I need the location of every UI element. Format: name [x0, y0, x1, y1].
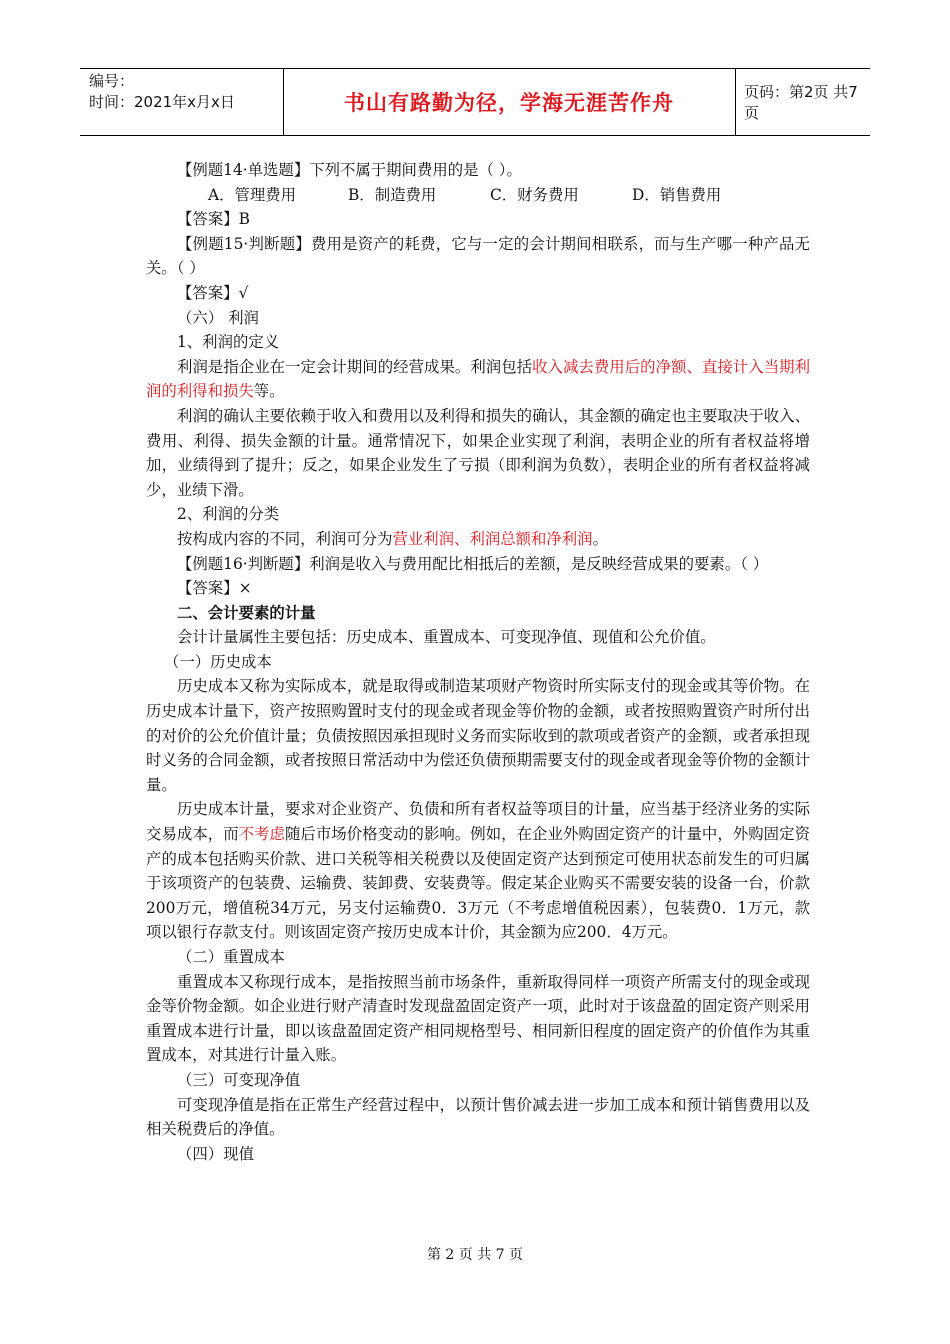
footer-page-number: 第 2 页 共 7 页: [426, 1247, 524, 1263]
text-run: 按构成内容的不同，利润可分为: [177, 529, 393, 548]
replacement-cost-text: 重置成本又称现行成本，是指按照当前市场条件，重新取得同样一项资产所需支付的现金或现金等价物金额。如企业进行财产清查时发现盘盈固定资产一项，此时对于该盘盈的固定资产则采用重置成本进行计量，即以该盘盈固定资产相同规格型号、相同新旧程度的固定资产的价值作为其重置成本，对其进行计量入账。: [146, 972, 810, 1065]
document-body: [146, 158, 810, 1166]
profit-confirm-text: 利润的确认主要依赖于收入和费用以及利得和损失的确认，其金额的确定也主要取决于收入、费用、利得、损失金额的计量。通常情况下，如果企业实现了利润，表明企业的所有者权益将增加，业绩得到了提升；反之，如果企业发生了亏损（即利润为负数），表明企业的所有者权益将减少，业绩下滑。: [146, 406, 810, 499]
page-footer: [0, 1244, 950, 1264]
present-value-title: （四）现值: [177, 1144, 254, 1163]
profit-definition-title: 1、利润的定义: [177, 333, 280, 352]
question-16: 【例题16·判断题】利润是收入与费用配比相抵后的差额，是反映经营成果的要素。（ ）: [177, 554, 769, 573]
replacement-cost-title: （二）重置成本: [177, 948, 285, 966]
header-page-label: 页码：第2页 共7页: [744, 83, 858, 122]
net-realizable-text: 可变现净值是指在正常生产经营过程中，以预计售价减去进一步加工成本和预计销售费用以及相关税费后的净值。: [146, 1095, 810, 1139]
profit-class-title: 2、利润的分类: [177, 505, 280, 524]
text-run: 利润是指企业在一定会计期间的经营成果。利润包括: [177, 357, 533, 376]
header-date-label: 时间：2021年x月x日: [89, 93, 235, 111]
header-number-label: 编号：: [89, 72, 135, 90]
question-15: 【例题15·判断题】费用是资产的耗费，它与一定的会计期间相联系，而与生产哪一种产品无关。（ ）: [146, 234, 810, 278]
header-motto: 书山有路勤为径，学海无涯苦作舟: [344, 91, 674, 115]
text-run: 随后市场价格变动的影响。例如，在企业外购固定资产的计量中，外购固定资产的成本包括购买价款、进口关税等相关税费以及使固定资产达到预定可使用状态前发生的可归属于该项资产的包装费、运输费、装卸费、安装费等。假定某企业购买不需要安装的设备一台，价款200万元，增值税34万元，另支付运输费0．3万元（不考虑增值税因素），包装费0．1万元，款项以银行存款支付。则该固定资产按历史成本计价，其金额为应200．4万元。: [146, 825, 810, 942]
question-15-answer: 【答案】√: [177, 283, 249, 302]
text-run: 历史成本计量，要求对企业资产、负债和所有者权益等项目的计量，应当基于经济业务的实际交易成本，而: [146, 800, 810, 844]
net-realizable-title: （三）可变现净值: [177, 1070, 301, 1089]
page-header: [80, 68, 870, 136]
section-measurement-title: 二、会计要素的计量: [177, 603, 316, 622]
profit-definition-text: [146, 355, 810, 404]
highlight-text: 营业利润、利润总额和净利润: [392, 529, 593, 548]
highlight-text: 收入减去费用后的净额、直接计入当期利润的利得和损失: [146, 357, 810, 401]
header-meta: [89, 71, 279, 113]
option-a: A．管理费用: [208, 185, 297, 204]
historical-cost-p1: 历史成本又称为实际成本，就是取得或制造某项财产物资时所实际支付的现金或其等价物。在历史成本计量下，资产按照购置时支付的现金或者现金等价物的金额，或者按照购置资产时所付出的对价的公允价值计量；负债按照因承担现时义务而实际收到的款项或者资产的金额，或者承担现时义务的合同金额，或者按照日常活动中为偿还负债预期需要支付的现金或者现金等价物的金额计量。: [146, 677, 810, 794]
text-run: 等。: [253, 382, 285, 401]
question-14-options: [146, 183, 810, 208]
option-d: D．销售费用: [632, 185, 722, 204]
profit-class-text: [146, 527, 810, 552]
historical-cost-title: （一）历史成本: [164, 652, 272, 671]
question-14: 【例题14·单选题】下列不属于期间费用的是（ ）。: [177, 161, 522, 179]
question-14-answer: 【答案】B: [177, 210, 250, 229]
option-c: C．财务费用: [490, 185, 579, 204]
measurement-intro: 会计计量属性主要包括：历史成本、重置成本、可变现净值、现值和公允价值。: [177, 628, 716, 647]
question-16-answer: 【答案】×: [177, 579, 252, 598]
text-run: 。: [592, 529, 608, 548]
historical-cost-p2: [146, 797, 810, 945]
header-divider: [735, 69, 736, 135]
section-profit-title: （六） 利润: [177, 308, 259, 327]
highlight-text: 不考虑: [238, 825, 285, 844]
option-b: B．制造费用: [348, 185, 437, 204]
